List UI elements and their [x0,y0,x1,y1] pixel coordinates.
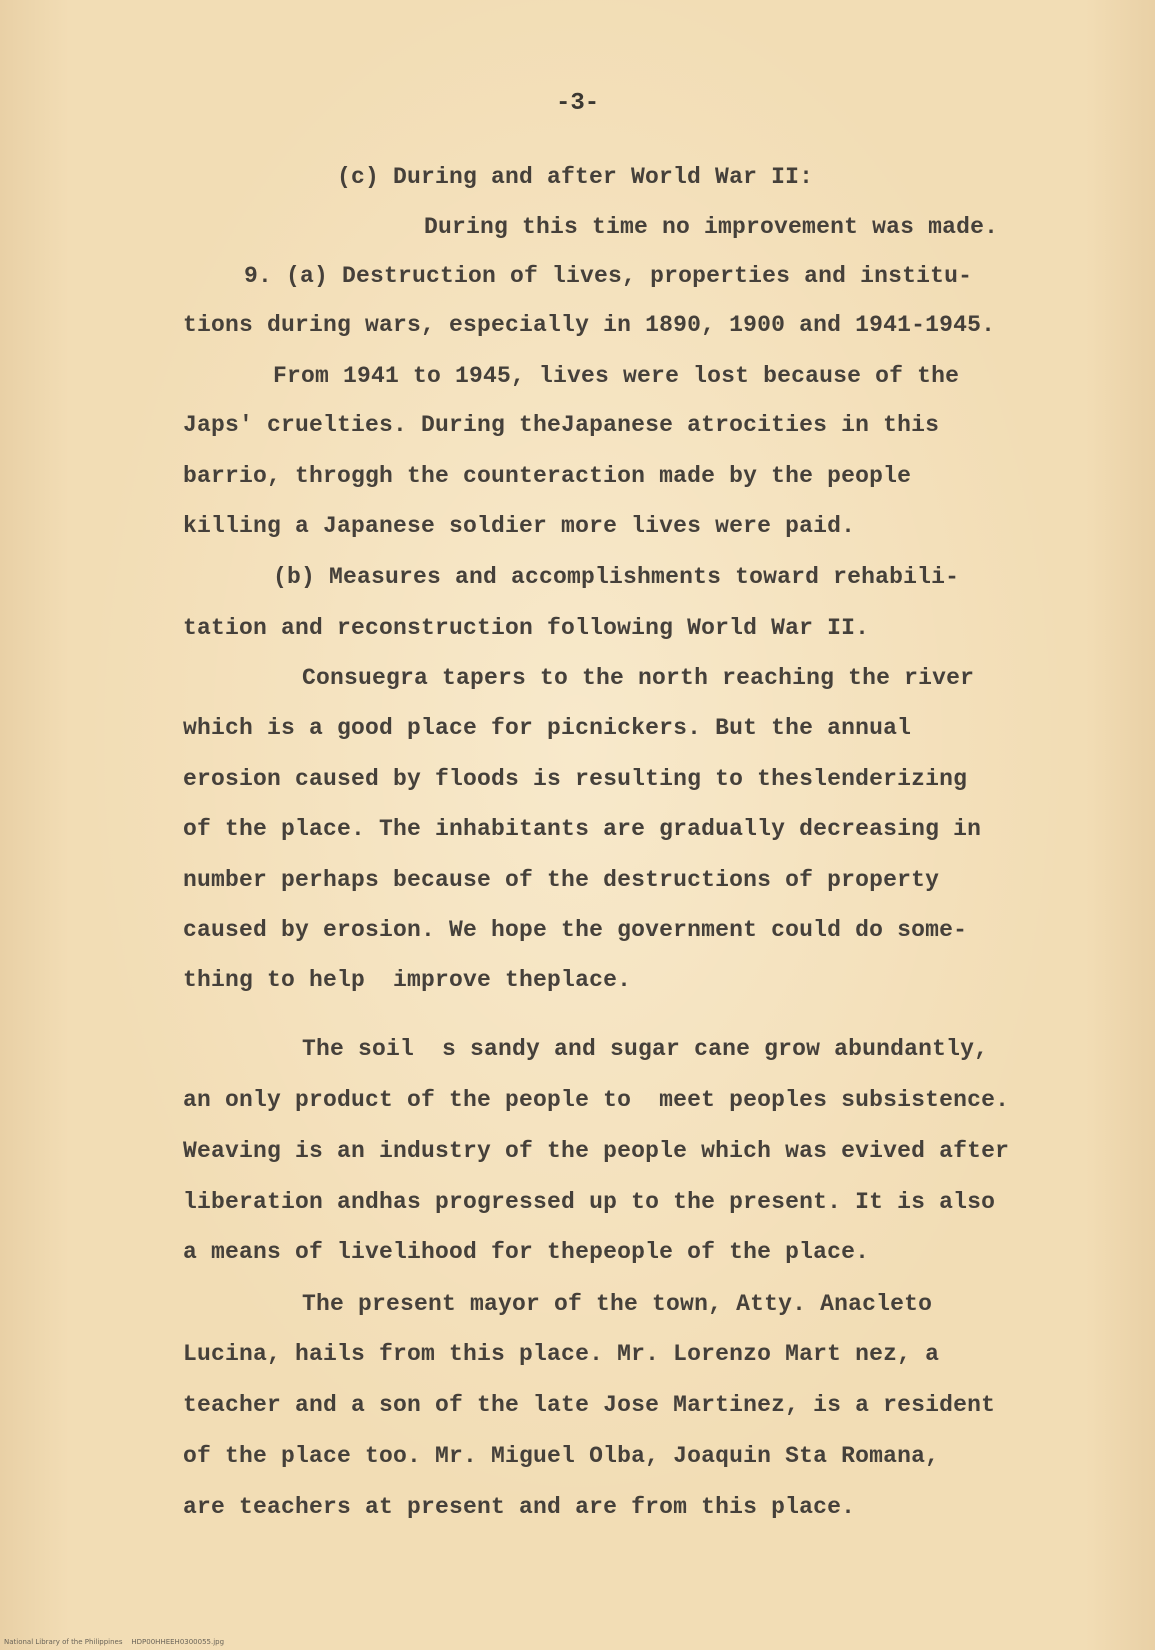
text-line: barrio, throggh the counteraction made by the people [183,463,912,489]
text-line: From 1941 to 1945, lives were lost because of the [273,363,960,389]
page-number: -3- [556,90,600,117]
text-line: of the place. The inhabitants are gradually decreasing in [183,816,982,842]
text-line: are teachers at present and are from this place. [183,1494,856,1520]
text-line: tions during wars, especially in 1890, 1900 and 1941-1945. [183,312,996,338]
text-line: (c) During and after World War II: [337,164,814,190]
text-line: 9. (a) Destruction of lives, properties and institu- [244,263,973,289]
text-line: of the place too. Mr. Miguel Olba, Joaquin Sta Romana, [183,1443,940,1469]
text-line: Consuegra tapers to the north reaching the river [302,665,975,691]
text-line: erosion caused by floods is resulting to theslenderizing [183,766,968,792]
text-line: an only product of the people to meet peoples subsistence. [183,1087,1010,1113]
text-line: The present mayor of the town, Atty. Anacleto [302,1291,933,1317]
text-line: liberation andhas progressed up to the present. It is also [183,1189,996,1215]
text-line: killing a Japanese soldier more lives were paid. [183,513,856,539]
text-line: caused by erosion. We hope the government could do some- [183,917,968,943]
text-line: tation and reconstruction following World War II. [183,615,870,641]
text-line: which is a good place for picnickers. But the annual [183,715,912,741]
text-line: During this time no improvement was made. [424,214,999,240]
text-line: number perhaps because of the destructions of property [183,867,940,893]
text-line: teacher and a son of the late Jose Martinez, is a resident [183,1392,996,1418]
archive-footer: National Library of the Philippines HDP00HHEEH0300055.jpg [4,1638,225,1646]
text-line: Weaving is an industry of the people which was evived after [183,1138,1010,1164]
text-line: (b) Measures and accomplishments toward rehabili- [273,564,960,590]
text-line: thing to help improve theplace. [183,967,632,993]
text-line: a means of livelihood for thepeople of the place. [183,1239,870,1265]
text-line: Lucina, hails from this place. Mr. Lorenzo Mart nez, a [183,1341,940,1367]
text-line: Japs' cruelties. During theJapanese atrocities in this [183,412,940,438]
text-line: The soil s sandy and sugar cane grow abundantly, [302,1036,989,1062]
